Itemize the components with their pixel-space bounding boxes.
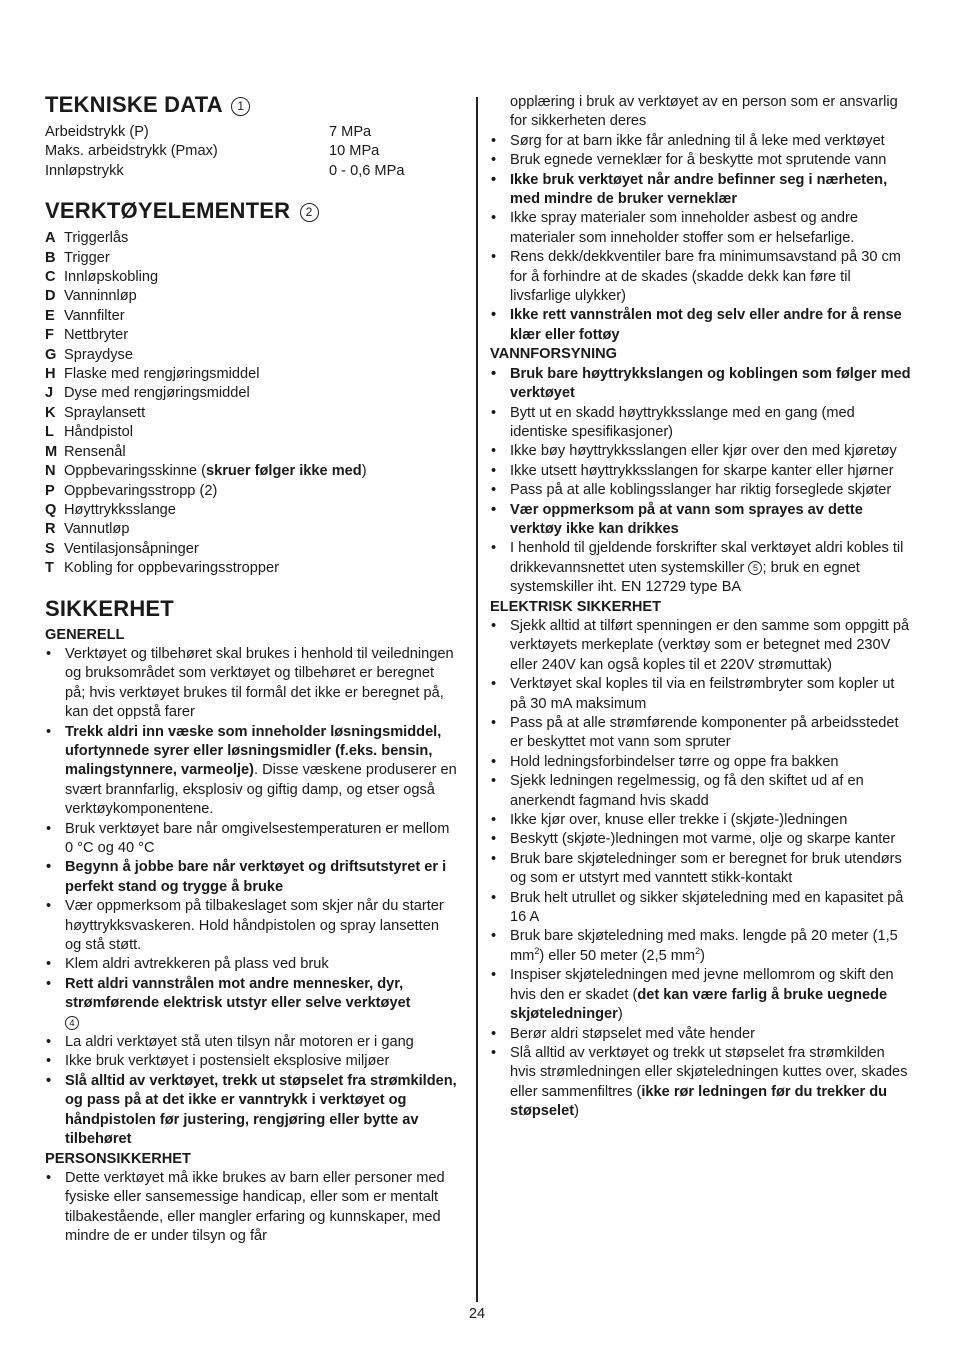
list-item: • Bytt ut en skadd høyttrykksslange med en gang (med identiske spesifikasjoner): [490, 404, 912, 443]
list-item: • Sjekk alltid at tilført spenningen er den samme som oppgitt på verktøyets merkeplate (verktøy som er betegnet med 230V eller 240V kan også koples til et 220V strømuttak): [490, 617, 912, 675]
list-item: A Triggerlås: [45, 230, 129, 247]
list-item: C Innløpskobling: [45, 269, 159, 286]
list-item: • Begynn å jobbe bare når verktøyet og driftsutstyret er i perfekt stand og trygge å bruke: [45, 858, 457, 897]
list-item: • Ikke spray materialer som inneholder asbest og andre materialer som inneholder stoffer som er helsefarlige.: [490, 209, 912, 248]
list-item: • Trekk aldri inn væske som inneholder løsningsmiddel, ufortynnede syrer eller løsningsmidler (f.eks. bensin, malingstynnere, varmeolje). Disse væskene produserer en svært brannfarlig, eksplosiv og giftig damp, og etser også verktøykomponentene.: [45, 723, 457, 820]
list-item: • Ikke rett vannstrålen mot deg selv eller andre for å rense klær eller fottøy: [490, 306, 912, 345]
list-item: • Bruk bare skjøteledninger som er beregnet for bruk utendørs og som er utstyrt med vanntett stikk-kontakt: [490, 850, 912, 889]
list-item: • Ikke kjør over, knuse eller trekke i (skjøte-)ledningen: [490, 811, 912, 830]
person-list-start: [45, 1169, 457, 1247]
list-item: G Spraydyse: [45, 346, 133, 363]
sikkerhet-heading: SIKKERHET: [45, 595, 174, 621]
spec-row: Arbeidstrykk (P) 7 MPa: [45, 124, 372, 140]
list-item: • Vær oppmerksom på at vann som sprayes av dette verktøy ikke kan drikkes: [490, 501, 912, 540]
list-item: • I henhold til gjeldende forskrifter skal verktøyet aldri kobles til drikkevannsnettet uten systemskiller 5 ; bruk en egnet systemskiller iht. EN 12729 type BA: [490, 539, 912, 597]
spec-row: Maks. arbeidstrykk (Pmax) 10 MPa: [45, 143, 380, 160]
list-item: • La aldri verktøyet stå uten tilsyn når motoren er i gang: [45, 1033, 457, 1052]
list-item: Q Høyttrykksslange: [45, 501, 176, 518]
list-item: opplæring i bruk av verktøyet av en person som er ansvarlig for sikkerheten deres: [510, 94, 898, 130]
list-item: J Dyse med rengjøringsmiddel: [45, 385, 250, 402]
person-list: [490, 93, 912, 345]
figure-ref-1: 1: [231, 97, 250, 116]
list-item: • Beskytt (skjøte-)ledningen mot varme, olje og skarpe kanter: [490, 830, 912, 849]
list-item: • Verktøyet og tilbehøret skal brukes i henhold til veiledningen og bruksområdet som verktøyet og tilbehøret er beregnet på; hvis verktøyet brukes til formål det ikke er beregnet på, kan det oppstå farer: [45, 645, 457, 723]
list-item: • Dette verktøyet må ikke brukes av barn eller personer med fysiske eller sansemessige handicap, eller som er mentalt tilbakestående, eller mangler erfaring og kunnskaper, med mindre de er under tilsyn og får: [45, 1169, 457, 1247]
spec-table: [45, 123, 457, 181]
list-item: • Klem aldri avtrekkeren på plass ved bruk: [45, 955, 457, 974]
list-item: • Verktøyet skal koples til via en feilstrømbryter som kopler ut på 30 mA maksimum: [490, 675, 912, 714]
list-item: • Hold ledningsforbindelser tørre og oppe fra bakken: [490, 753, 912, 772]
list-item: • Bruk verktøyet bare når omgivelsestemperaturen er mellom 0 °C og 40 °C: [45, 820, 457, 859]
list-item: P Oppbevaringsstropp (2): [45, 482, 218, 499]
generell-heading: GENERELL: [45, 626, 125, 643]
list-item: • Sørg for at barn ikke får anledning til å leke med verktøyet: [490, 132, 912, 151]
vann-list: [490, 365, 912, 598]
generell-list: [45, 645, 457, 1150]
list-item: M Rensenål: [45, 443, 126, 460]
list-item: N Oppbevaringsskinne (skruer følger ikke med): [45, 463, 367, 480]
list-item: T Kobling for oppbevaringsstropper: [45, 560, 279, 577]
spec-row: Innløpstrykk 0 - 0,6 MPa: [45, 162, 405, 179]
list-item: • Sjekk ledningen regelmessig, og få den skiftet ud af en anerkendt fagmand hvis skadd: [490, 772, 912, 811]
elektrisk-list: [490, 617, 912, 1122]
list-item: D Vanninnløp: [45, 288, 137, 305]
list-item: • Ikke utsett høyttrykksslangen for skarpe kanter eller hjørner: [490, 462, 912, 481]
list-item: E Vannfilter: [45, 307, 125, 324]
page-number: 24: [468, 1306, 486, 1322]
list-item: • Bruk bare høyttrykkslangen og koblingen som følger med verktøyet: [490, 365, 912, 404]
left-column: [45, 92, 457, 1247]
list-item: F Nettbryter: [45, 327, 129, 344]
list-item: H Flaske med rengjøringsmiddel: [45, 366, 260, 383]
personsikkerhet-heading: PERSONSIKKERHET: [45, 1150, 191, 1167]
list-item: • Pass på at alle strømførende komponenter på arbeidsstedet er beskyttet mot vann som spruter: [490, 714, 912, 753]
list-item: • Ikke bruk verktøyet i postensielt eksplosive miljøer: [45, 1052, 457, 1071]
list-item: • Slå alltid av verktøyet og trekk ut støpselet fra strømkilden hvis strømledningen eller skjøteledningen kuttes over, skades eller sammenfiltres (ikke rør ledningen før du trekker du støpselet): [490, 1044, 912, 1122]
list-item: • Bruk bare skjøteledning med maks. lengde på 20 meter (1,5 $mm^2$) eller 50 meter (2,5 $mm^2$): [490, 927, 912, 966]
right-column: [490, 93, 912, 1122]
list-item: • Bruk egnede verneklær for å beskytte mot sprutende vann: [490, 151, 912, 170]
figure-ref-2: 2: [300, 203, 319, 222]
list-item: R Vannutløp: [45, 521, 130, 538]
list-item: • Inspiser skjøteledningen med jevne mellomrom og skift den hvis den er skadet (det kan være farlig å bruke uegnede skjøteledninger): [490, 966, 912, 1024]
list-item: S Ventilasjonsåpninger: [45, 540, 199, 557]
list-item: • Vær oppmerksom på tilbakeslaget som skjer når du starter høyttrykksvaskeren. Hold håndpistolen og spray lansetten og stå støtt.: [45, 897, 457, 955]
list-item: • Berør aldri støpselet med våte hender: [490, 1025, 912, 1044]
elektrisk-heading: ELEKTRISK SIKKERHET: [490, 598, 662, 615]
list-item: • Rens dekk/dekkventiler bare fra minimumsavstand på 30 cm for å forhindre at de skades (skadde dekk kan føre til livsfarlige ulykker): [490, 248, 912, 306]
vannforsyning-heading: VANNFORSYNING: [490, 346, 618, 363]
figure-ref-5: 5: [748, 561, 762, 575]
list-item: L Håndpistol: [45, 424, 133, 441]
list-item: • Rett aldri vannstrålen mot andre mennesker, dyr, strømførende elektrisk utstyr eller selve verktøyet 4: [45, 975, 457, 1033]
list-item: • Ikke bøy høyttrykksslangen eller kjør over den med kjøretøy: [490, 442, 912, 461]
list-item: K Spraylansett: [45, 404, 146, 421]
list-item: • Pass på at alle koblingsslanger har riktig forseglede skjøter: [490, 481, 912, 500]
list-item: B Trigger: [45, 249, 110, 266]
parts-list: [45, 229, 457, 578]
verktoyelementer-heading: VERKTØYELEMENTER 2: [45, 198, 457, 224]
column-divider: [476, 97, 478, 1302]
figure-ref-4: 4: [65, 1016, 79, 1030]
list-item: • Ikke bruk verktøyet når andre befinner seg i nærheten, med mindre de bruker verneklær: [490, 171, 912, 210]
list-item: • Bruk helt utrullet og sikker skjøteledning med en kapasitet på 16 A: [490, 889, 912, 928]
tekniske-data-heading: TEKNISKE DATA 1: [45, 92, 457, 118]
list-item: • Slå alltid av verktøyet, trekk ut støpselet fra strømkilden, og pass på at det ikke er vanntrykk i verktøyet og håndpistolen før justering, rengjøring eller bytte av tilbehøret: [45, 1072, 457, 1150]
